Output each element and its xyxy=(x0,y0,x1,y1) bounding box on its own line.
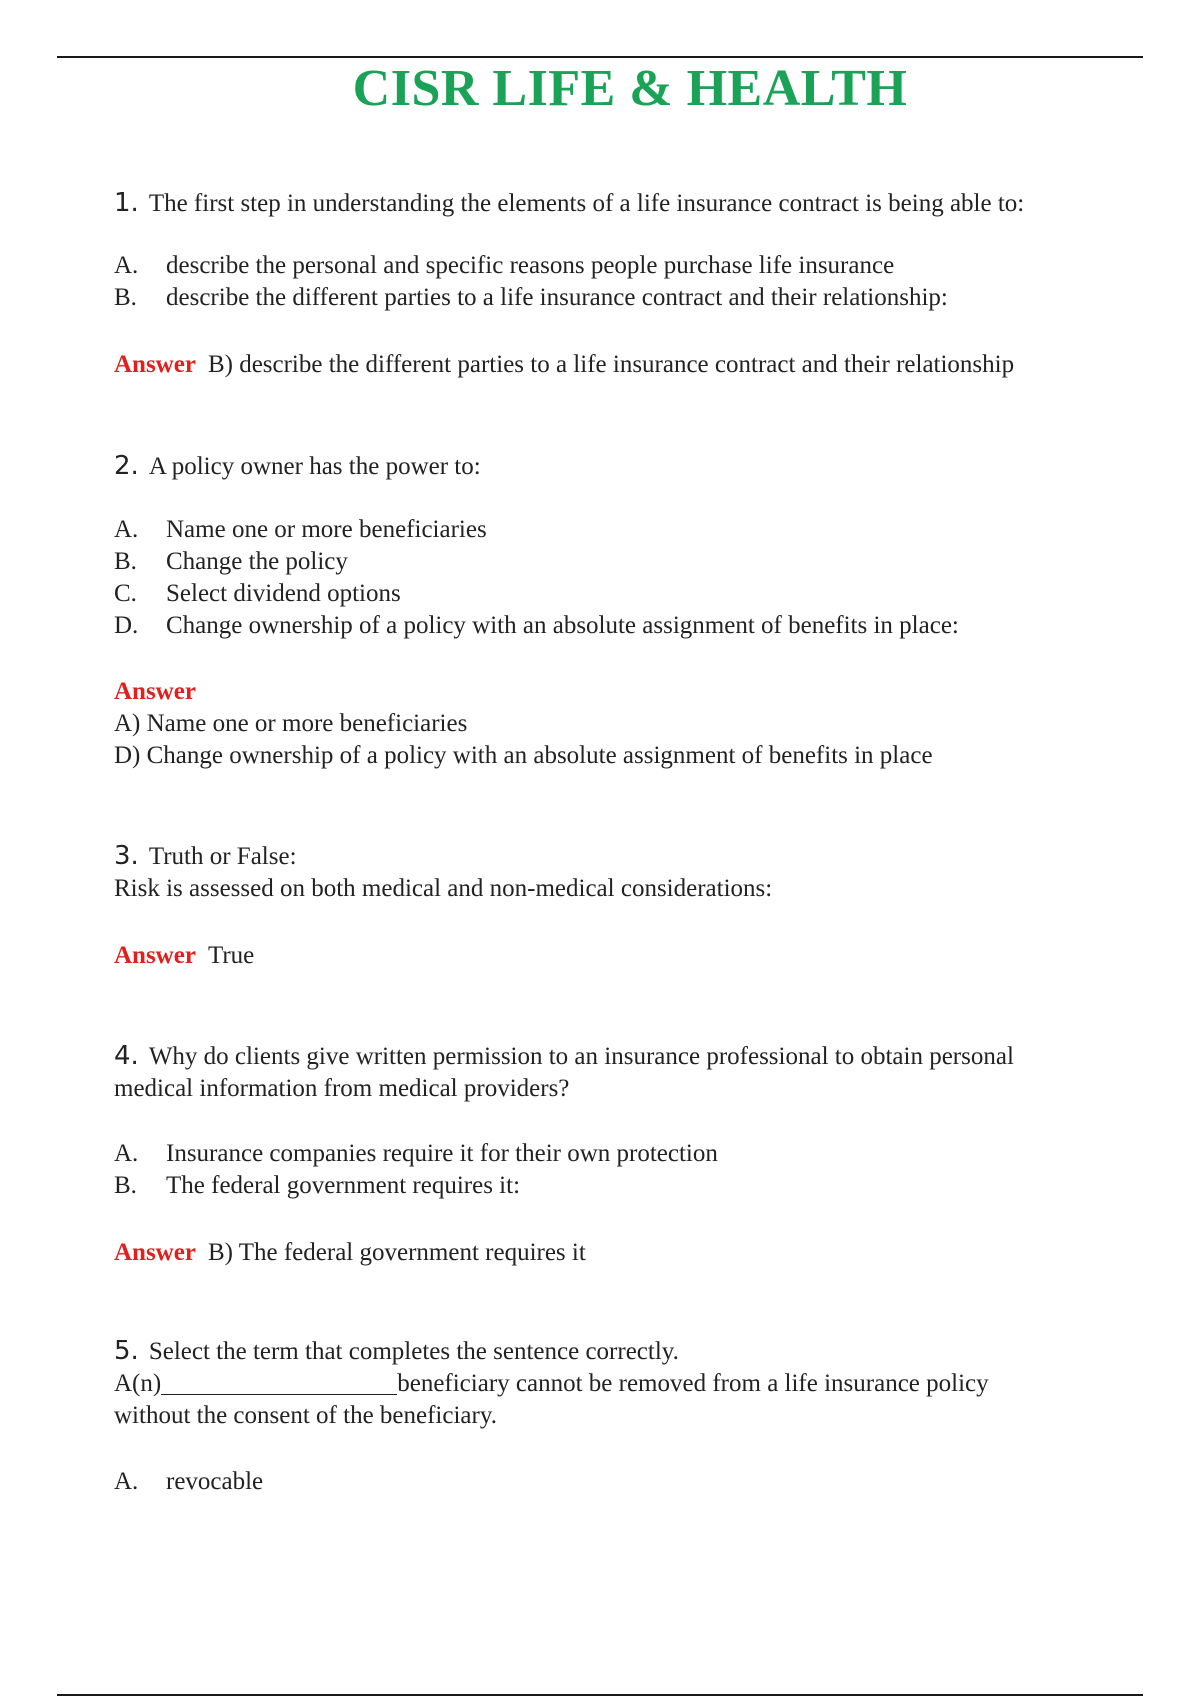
answer-line: D) Change ownership of a policy with an absolute assignment of benefits in place xyxy=(114,742,933,769)
sentence-suffix: beneficiary cannot be removed from a life insurance policy xyxy=(397,1370,989,1397)
question-2-options xyxy=(114,514,1154,642)
option-a xyxy=(114,514,1154,546)
option-text: Change the policy xyxy=(166,548,348,575)
question-text: Why do clients give written permission to an insurance professional to obtain personal xyxy=(148,1043,1014,1070)
answer-label: Answer xyxy=(114,942,196,969)
question-text: The first step in understanding the elements of a life insurance contract is being able to: xyxy=(148,190,1025,217)
answer-text: B) describe the different parties to a life insurance contract and their relationship xyxy=(207,351,1015,378)
question-number: 5. xyxy=(114,1336,139,1366)
question-1 xyxy=(114,187,1154,220)
answer-text: B) The federal government requires it xyxy=(207,1239,586,1266)
question-number: 3. xyxy=(114,841,139,871)
answer-text: True xyxy=(207,942,255,969)
option-text: Insurance companies require it for their own protection xyxy=(166,1140,718,1167)
option-letter: D. xyxy=(114,612,139,639)
option-letter: A. xyxy=(114,252,139,279)
option-b xyxy=(114,282,1154,314)
option-text: Name one or more beneficiaries xyxy=(166,516,487,543)
option-letter: A. xyxy=(114,1140,139,1167)
answer-label: Answer xyxy=(114,678,196,705)
option-letter: B. xyxy=(114,1172,137,1199)
option-a xyxy=(114,250,1154,282)
option-a xyxy=(114,1466,1154,1498)
answer-line: A) Name one or more beneficiaries xyxy=(114,710,468,737)
question-3-answer xyxy=(114,940,1154,972)
question-3 xyxy=(114,840,1154,905)
question-text-continued: without the consent of the beneficiary. xyxy=(114,1402,497,1429)
option-b xyxy=(114,546,1154,578)
answer-label: Answer xyxy=(114,1239,196,1266)
option-letter: B. xyxy=(114,284,137,311)
question-number: 2. xyxy=(114,451,139,481)
question-number: 1. xyxy=(114,188,139,218)
option-text: The federal government requires it: xyxy=(166,1172,521,1199)
option-d xyxy=(114,610,1154,642)
bottom-rule xyxy=(57,1694,1143,1696)
question-4 xyxy=(114,1040,1154,1105)
question-2-answer xyxy=(114,676,1154,772)
question-1-answer xyxy=(114,349,1154,381)
option-b xyxy=(114,1170,1154,1202)
option-text: revocable xyxy=(166,1468,264,1495)
question-text-continued: Risk is assessed on both medical and non-medical considerations: xyxy=(114,875,773,902)
option-text: describe the different parties to a life insurance contract and their relationship: xyxy=(166,284,948,311)
question-1-options xyxy=(114,250,1154,314)
option-letter: B. xyxy=(114,548,137,575)
question-text-continued: medical information from medical providers? xyxy=(114,1075,570,1102)
question-text: A policy owner has the power to: xyxy=(148,453,481,480)
question-4-options xyxy=(114,1138,1154,1202)
answer-blank xyxy=(161,1370,397,1395)
option-letter: A. xyxy=(114,516,139,543)
option-a xyxy=(114,1138,1154,1170)
option-c xyxy=(114,578,1154,610)
option-letter: C. xyxy=(114,580,137,607)
question-1-line xyxy=(114,187,1154,220)
question-text: Truth or False: xyxy=(148,843,297,870)
question-5 xyxy=(114,1335,1154,1432)
page-title: CISR LIFE & HEALTH xyxy=(352,60,908,117)
question-5-options xyxy=(114,1466,1154,1498)
question-text: Select the term that completes the sentence correctly. xyxy=(148,1338,679,1365)
option-text: describe the personal and specific reasons people purchase life insurance xyxy=(166,252,895,279)
fill-in-sentence xyxy=(114,1368,1154,1400)
option-letter: A. xyxy=(114,1468,139,1495)
answer-label: Answer xyxy=(114,351,196,378)
question-4-answer xyxy=(114,1237,1154,1269)
option-text: Select dividend options xyxy=(166,580,401,607)
question-2 xyxy=(114,450,1154,483)
question-number: 4. xyxy=(114,1041,139,1071)
option-text: Change ownership of a policy with an absolute assignment of benefits in place: xyxy=(166,612,959,639)
sentence-prefix: A(n) xyxy=(114,1370,162,1397)
